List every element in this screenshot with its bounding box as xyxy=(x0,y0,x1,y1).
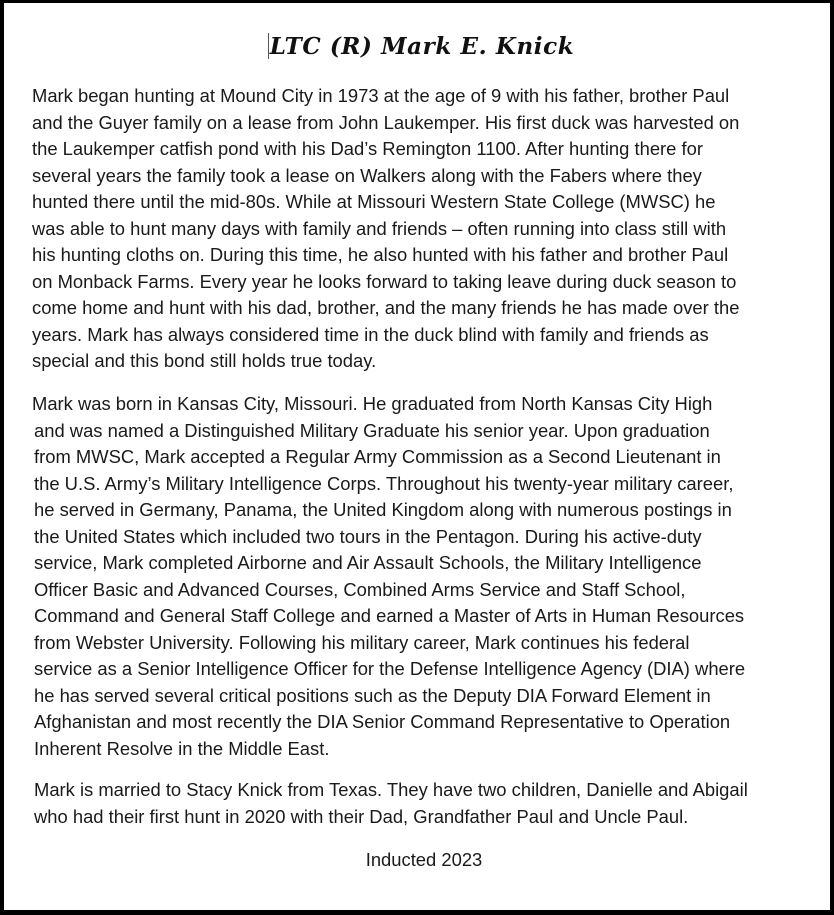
text-line: his hunting cloths on. During this time, he also hunted with his father and brother Paul xyxy=(32,244,729,265)
text-line: Afghanistan and most recently the DIA Senior Command Representative to Operation xyxy=(34,711,731,732)
text-line: several years the family took a lease on Walkers along with the Fabers where they xyxy=(32,164,702,186)
text-line: the Laukemper catfish pond with his Dad’s Remington 1100. After hunting there for xyxy=(32,138,703,159)
page-title xyxy=(4,30,834,64)
text-line: who had their first hunt in 2020 with their Dad, Grandfather Paul and Uncle Paul. xyxy=(34,805,689,827)
text-line: he has served several critical positions such as the Deputy DIA Forward Element in xyxy=(34,684,711,706)
induction-year: Inducted 2023 xyxy=(365,849,483,870)
text-line: and was named a Distinguished Military Graduate his senior year. Upon graduation xyxy=(34,419,710,441)
text-line: the U.S. Army’s Military Intelligence Corps. Throughout his twenty-year military career, xyxy=(34,472,734,494)
text-line: Mark is married to Stacy Knick from Texas. They have two children, Danielle and Abigail xyxy=(34,779,748,800)
paragraph-family xyxy=(34,777,824,830)
text-line: on Monback Farms. Every year he looks forward to taking leave during duck season to xyxy=(32,270,737,292)
text-line: Command and General Staff College and earned a Master of Arts in Human Resources xyxy=(34,605,745,626)
text-line: come home and hunt with his dad, brother, and the many friends he has made over the xyxy=(32,297,740,318)
text-line: service as a Senior Intelligence Officer for the Defense Intelligence Agency (DIA) where xyxy=(34,658,746,679)
paragraph-hunting-history xyxy=(32,83,822,375)
text-line: and the Guyer family on a lease from John Laukemper. His first duck was harvested on xyxy=(32,111,740,133)
text-line: Mark was born in Kansas City, Missouri. He graduated from North Kansas City High xyxy=(32,393,713,414)
text-line: special and this bond still holds true today. xyxy=(32,350,377,371)
text-cursor xyxy=(268,33,269,59)
text-line: from MWSC, Mark accepted a Regular Army Commission as a Second Lieutenant in xyxy=(34,446,721,467)
text-line: he served in Germany, Panama, the United Kingdom along with numerous postings in xyxy=(34,499,732,520)
page-title-text: LTC (R) Mark E. Knick xyxy=(269,33,575,60)
paragraph-military-career xyxy=(32,391,822,762)
text-line: the United States which included two tours in the Pentagon. During his active-duty xyxy=(34,525,702,547)
text-line: hunted there until the mid-80s. While at Missouri Western State College (MWSC) he xyxy=(32,191,716,212)
text-line: service, Mark completed Airborne and Air Assault Schools, the Military Intelligence xyxy=(34,552,702,573)
text-line: Inherent Resolve in the Middle East. xyxy=(34,737,330,759)
text-line: years. Mark has always considered time in the duck blind with family and friends as xyxy=(32,323,709,345)
text-line: Officer Basic and Advanced Courses, Combined Arms Service and Staff School, xyxy=(34,578,686,600)
text-line: was able to hunt many days with family and friends – often running into class still with xyxy=(32,217,727,239)
text-line: from Webster University. Following his military career, Mark continues his federal xyxy=(34,631,690,653)
text-line: Mark began hunting at Mound City in 1973 at the age of 9 with his father, brother Paul xyxy=(32,85,730,106)
